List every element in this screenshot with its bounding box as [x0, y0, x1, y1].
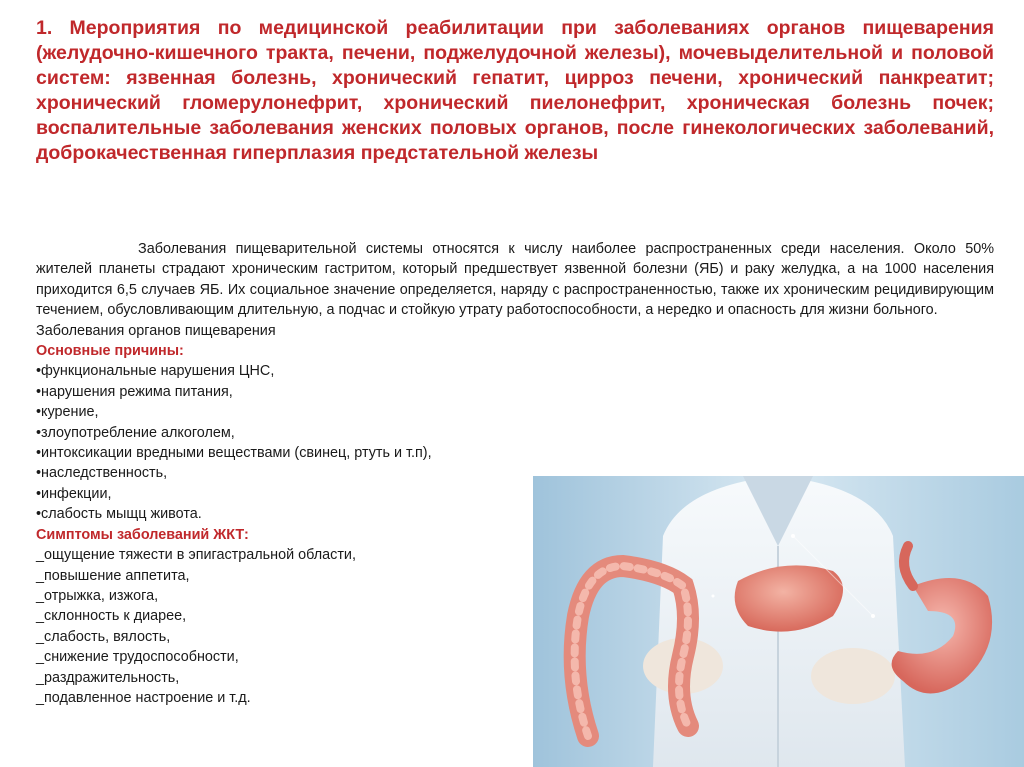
list-item: •слабость мыщц живота. — [36, 506, 202, 523]
intro-paragraph: Заболевания пищеварительной системы относятся к числу наиболее распространенных среди населения. Около 50% жителей планеты страдают хроническим гастритом, который предшествует язвенной болезни (ЯБ) и раку желудка, а на 1000 населения приходится 6,5 случаев ЯБ. Их социальное значение определяется, наряду с распространенностью, также их хроническим рецидивирующим течением, обусловливающим длительную, а подчас и стойкую утрату работоспособности, а нередко и опасность для жизни больного. — [36, 241, 994, 319]
list-item: _снижение трудоспособности, — [36, 649, 239, 666]
symptoms-heading: Симптомы заболеваний ЖКТ: — [36, 526, 249, 543]
list-item: •нарушения режима питания, — [36, 383, 233, 400]
list-item: _ощущение тяжести в эпигастральной области, — [36, 547, 356, 564]
list-item: _подавленное настроение и т.д. — [36, 689, 251, 706]
list-item: •курение, — [36, 404, 99, 421]
digestive-organs-illustration — [533, 476, 1024, 767]
section-subheading: Заболевания органов пищеварения — [36, 322, 276, 339]
list-item: _слабость, вялость, — [36, 628, 171, 645]
list-item: •наследственность, — [36, 465, 168, 482]
list-item: _раздражительность, — [36, 669, 180, 686]
list-item: _отрыжка, изжога, — [36, 587, 159, 604]
list-item: •злоупотребление алкоголем, — [36, 424, 235, 441]
list-item: •функциональные нарушения ЦНС, — [36, 363, 275, 380]
list-item: •инфекции, — [36, 485, 112, 502]
slide-title: 1. Мероприятия по медицинской реабилитации при заболеваниях органов пищеварения (желудочно-кишечного тракта, печени, поджелудочной железы), мочевыделительной и половой систем: язвенная болезнь, хронический гепатит, цирроз печени, хронический панкреатит; хронический гломерулонефрит, хронический пиелонефрит, хроническая болезнь почек; воспалительные заболевания женских половых органов, после гинекологических заболеваний, доброкачественная гиперплазия предстательной железы — [36, 17, 994, 164]
list-item: •интоксикации вредными веществами (свинец, ртуть и т.п), — [36, 445, 432, 462]
list-item: _повышение аппетита, — [36, 567, 190, 584]
causes-heading: Основные причины: — [36, 343, 184, 360]
list-item: _склонность к диарее, — [36, 608, 187, 625]
